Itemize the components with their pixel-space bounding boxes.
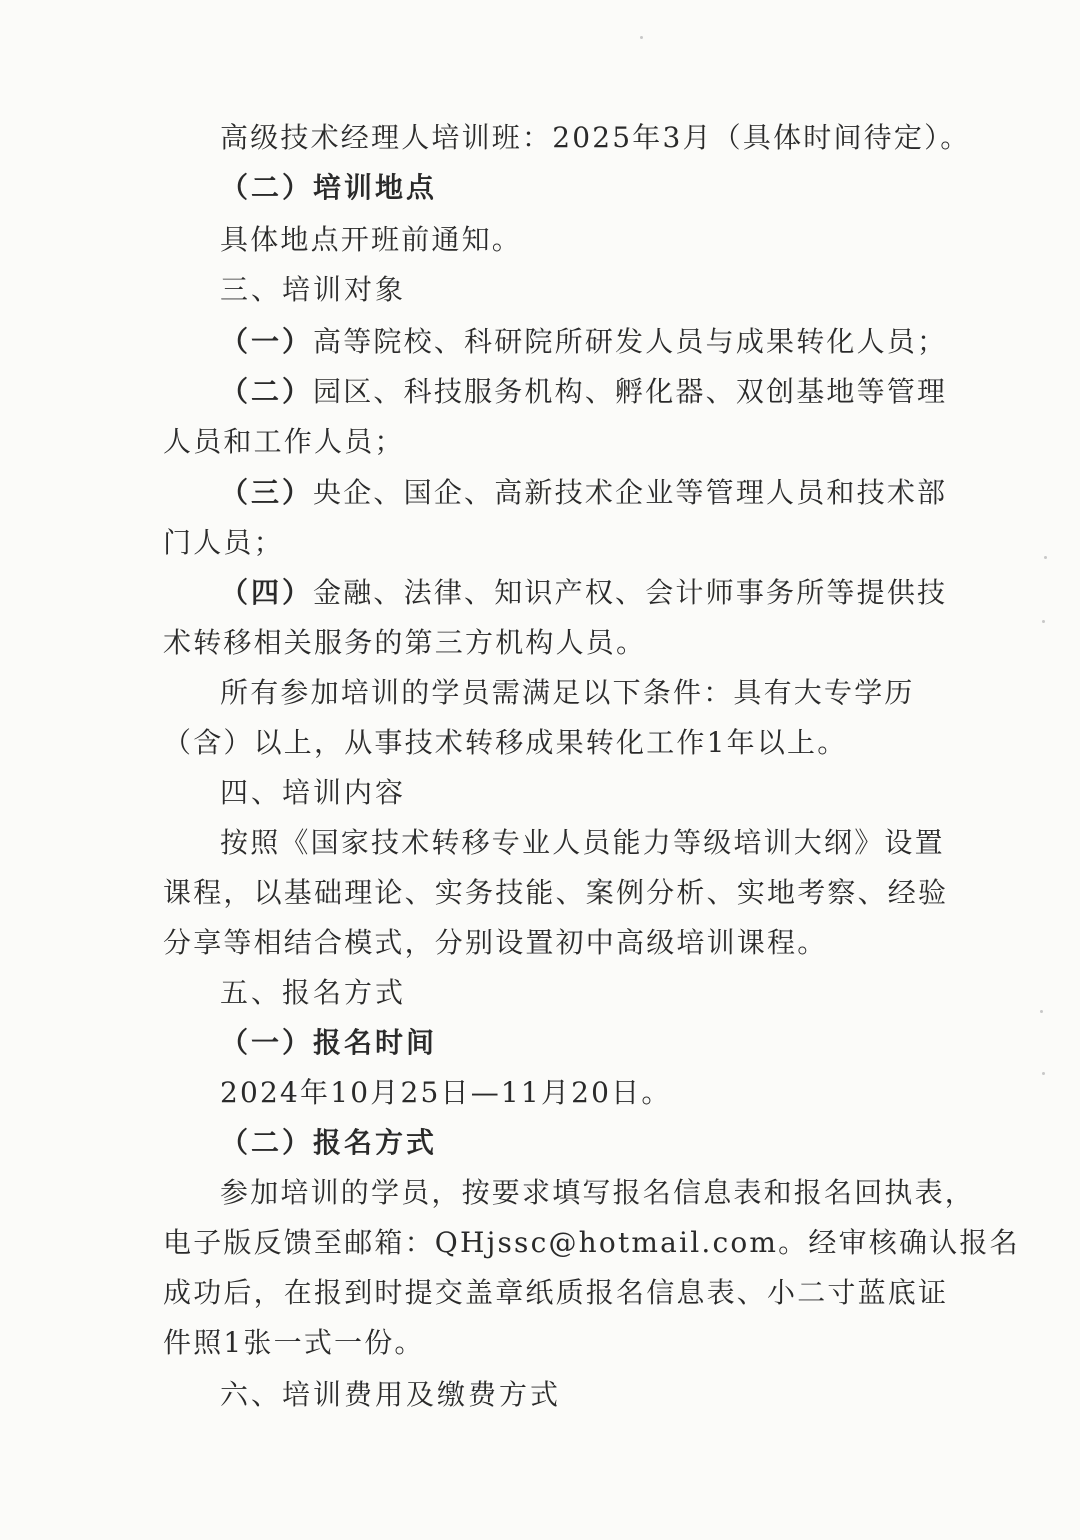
target-item-3-continued: 门人员； <box>163 526 284 559</box>
location-notice: 具体地点开班前通知。 <box>220 223 523 256</box>
target-item-4-text: 金融、法律、知识产权、会计师事务所等提供技 <box>313 576 948 609</box>
scan-speck <box>1044 556 1047 559</box>
scan-speck <box>640 36 643 39</box>
section-registration: 五、报名方式 <box>220 976 407 1009</box>
section-fees-and-payment: 六、培训费用及缴费方式 <box>220 1378 562 1411</box>
subsection-registration-method: （二）报名方式 <box>220 1126 438 1159</box>
section-training-content: 四、培训内容 <box>220 776 407 809</box>
content-paragraph-line-3: 分享等相结合模式，分别设置初中高级培训课程。 <box>163 926 828 959</box>
participant-requirements-continued: （含）以上，从事技术转移成果转化工作1年以上。 <box>163 726 848 759</box>
registration-method-line-3: 成功后，在报到时提交盖章纸质报名信息表、小二寸蓝底证 <box>163 1276 949 1309</box>
subsection-registration-time: （一）报名时间 <box>220 1026 438 1059</box>
scan-speck <box>1042 1072 1045 1075</box>
scan-speck <box>1040 1010 1043 1013</box>
target-item-2-text: 园区、科技服务机构、孵化器、双创基地等管理 <box>313 375 948 408</box>
target-item-2-label: （二） <box>220 375 314 408</box>
advanced-manager-class-time: 高级技术经理人培训班：2025年3月（具体时间待定）。 <box>220 121 971 154</box>
registration-method-line-4: 件照1张一式一份。 <box>163 1326 425 1359</box>
scan-speck <box>1042 620 1045 623</box>
content-paragraph-line-1: 按照《国家技术转移专业人员能力等级培训大纲》设置 <box>220 826 945 859</box>
content-paragraph-line-2: 课程，以基础理论、实务技能、案例分析、实地考察、经验 <box>163 876 949 909</box>
target-item-3-label: （三） <box>220 476 314 509</box>
target-item-4-continued: 术转移相关服务的第三方机构人员。 <box>163 626 647 659</box>
registration-method-line-2: 电子版反馈至邮箱：QHjssc@hotmail.com。经审核确认报名 <box>163 1226 1020 1259</box>
target-item-1 <box>220 322 980 362</box>
target-item-2 <box>220 372 980 412</box>
target-item-1-label: （一） <box>220 325 314 358</box>
target-item-4-label: （四） <box>220 576 314 609</box>
participant-requirements: 所有参加培训的学员需满足以下条件：具有大专学历 <box>220 676 915 709</box>
target-item-4 <box>220 573 980 613</box>
target-item-2-continued: 人员和工作人员； <box>163 425 405 458</box>
subsection-training-location: （二）培训地点 <box>220 171 438 204</box>
registration-period: 2024年10月25日—11月20日。 <box>220 1076 672 1109</box>
target-item-1-text: 高等院校、科研院所研发人员与成果转化人员； <box>313 325 948 358</box>
section-training-targets: 三、培训对象 <box>220 273 407 306</box>
target-item-3-text: 央企、国企、高新技术企业等管理人员和技术部 <box>313 476 948 509</box>
target-item-3 <box>220 473 980 513</box>
registration-method-line-1: 参加培训的学员，按要求填写报名信息表和报名回执表， <box>220 1176 976 1209</box>
